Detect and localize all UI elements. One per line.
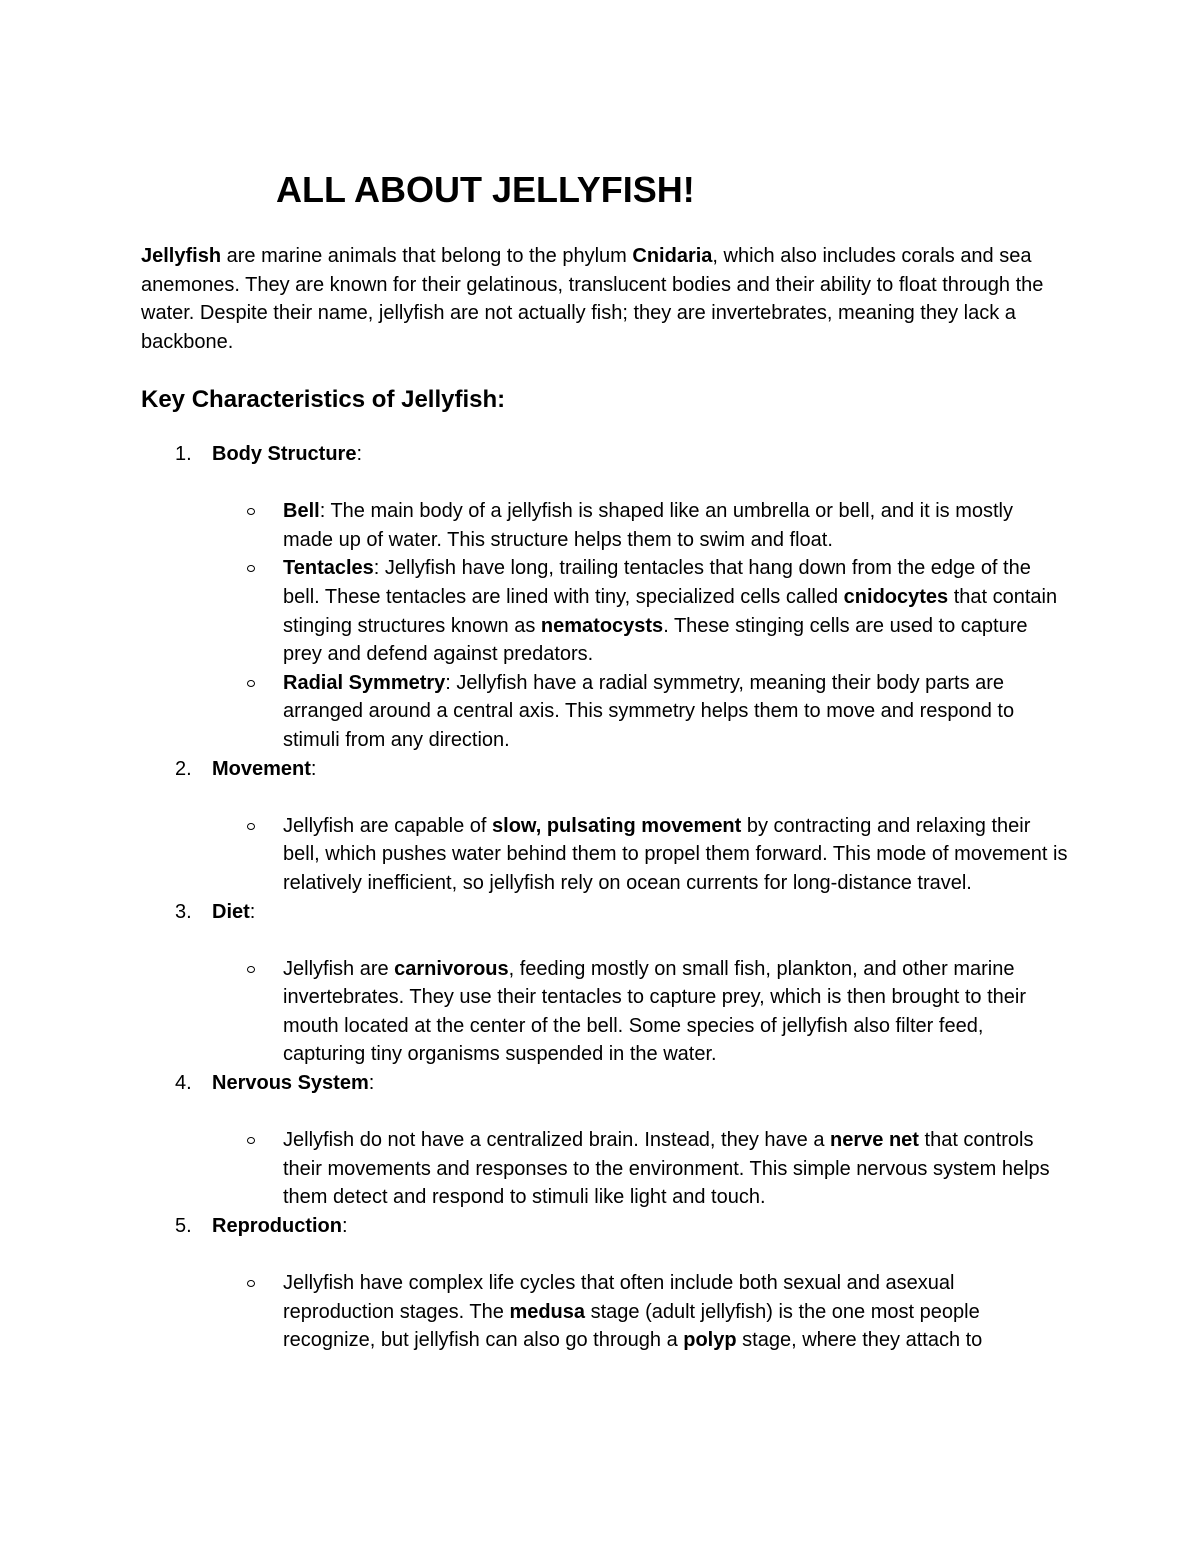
list-item-body-structure [0, 440, 1200, 755]
sub-item-reproduction: Jellyfish have complex life cycles that often include both sexual and asexual reproduction stages. The medusa stage (adult jellyfish) is the one most people recognize, but jellyfish can also go through a polyp stage, where they attach to [0, 1269, 1068, 1355]
sub-item-radial-symmetry: Radial Symmetry: Jellyfish have a radial symmetry, meaning their body parts are arranged around a central axis. This symmetry helps them to move and respond to stimuli from any direction. [0, 669, 1068, 755]
intro-term: Jellyfish [141, 245, 222, 267]
list-item-heading: 4. Nervous System: [0, 1069, 1200, 1098]
list-item-diet [0, 898, 1200, 1070]
list-number: 4. [175, 1072, 192, 1095]
hollow-bullet-icon [247, 823, 255, 830]
sub-item-diet: Jellyfish are carnivorous, feeding mostly on small fish, plankton, and other marine invertebrates. They use their tentacles to capture prey, which is then brought to their mouth located at the center of the bell. Some species of jellyfish also filter feed, capturing tiny organisms suspended in the water. [0, 955, 1068, 1069]
list-item-heading: 2. Movement: [0, 755, 1200, 784]
sub-list [0, 955, 1200, 1069]
sub-list [0, 497, 1200, 754]
sub-list [0, 1269, 1200, 1355]
sub-item-bell: Bell: The main body of a jellyfish is shaped like an umbrella or bell, and it is mostly made up of water. This structure helps them to swim and float. [0, 497, 1068, 554]
list-number: 3. [175, 900, 192, 923]
list-number: 1. [175, 443, 192, 465]
sub-item-tentacles: Tentacles: Jellyfish have long, trailing tentacles that hang down from the edge of the bell. These tentacles are lined with tiny, specialized cells called cnidocytes that contain stinging structures known as nematocysts. These stinging cells are used to capture prey and defend against predators. [0, 554, 1068, 668]
hollow-bullet-icon [247, 966, 255, 973]
list-number: 5. [175, 1215, 192, 1238]
intro-paragraph: Jellyfish are marine animals that belong to the phylum Cnidaria, which also includes corals and sea anemones. They are known for their gelatinous, translucent bodies and their ability to float through the water. Despite their name, jellyfish are not actually fish; they are invertebrates, meaning they lack a backbone. [141, 245, 1044, 353]
hollow-bullet-icon [247, 565, 255, 572]
list-item-movement [0, 755, 1200, 898]
sub-list [0, 1126, 1200, 1212]
page-title: ALL ABOUT JELLYFISH! [276, 169, 695, 210]
list-item-heading: 3. Diet: [0, 898, 1200, 927]
characteristics-list [0, 440, 1200, 1355]
list-item-nervous-system [0, 1069, 1200, 1212]
sub-item-movement: Jellyfish are capable of slow, pulsating movement by contracting and relaxing their bell, which pushes water behind them to propel them forward. This mode of movement is relatively inefficient, so jellyfish rely on ocean currents for long-distance travel. [0, 812, 1068, 898]
list-item-heading: 1. Body Structure: [0, 440, 1200, 469]
hollow-bullet-icon [247, 508, 255, 515]
intro-phylum: Cnidaria [632, 245, 713, 267]
hollow-bullet-icon [247, 680, 255, 687]
sub-item-nervous-system: Jellyfish do not have a centralized brain. Instead, they have a nerve net that controls their movements and responses to the environment. This simple nervous system helps them detect and respond to stimuli like light and touch. [0, 1126, 1068, 1212]
sub-list [0, 812, 1200, 898]
list-number: 2. [175, 757, 192, 780]
list-item-reproduction [0, 1212, 1200, 1355]
hollow-bullet-icon [247, 1137, 255, 1144]
section-heading: Key Characteristics of Jellyfish: [141, 386, 506, 413]
hollow-bullet-icon [247, 1280, 255, 1287]
list-item-heading: 5. Reproduction: [0, 1212, 1200, 1241]
